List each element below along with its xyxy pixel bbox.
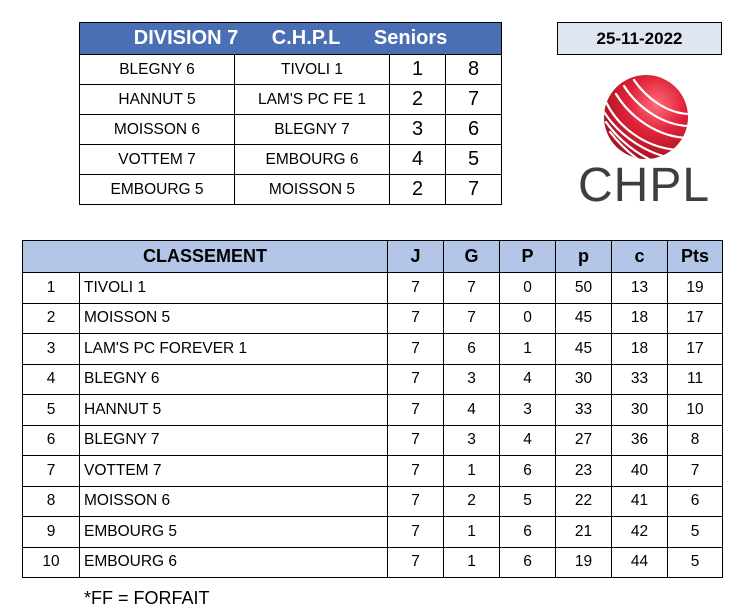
- won: 1: [444, 456, 500, 487]
- col-header-pf: p: [556, 241, 612, 273]
- away-team: LAM'S PC FE 1: [235, 85, 390, 115]
- team-name: BLEGNY 6: [80, 364, 388, 395]
- team-name: VOTTEM 7: [80, 456, 388, 487]
- points-against: 30: [612, 395, 668, 426]
- won: 1: [444, 547, 500, 578]
- team-name: MOISSON 6: [80, 486, 388, 517]
- standings-table: [22, 240, 723, 578]
- away-score: 7: [446, 175, 502, 205]
- rank: 3: [23, 334, 80, 365]
- col-header-pts: Pts: [668, 241, 723, 273]
- table-row: [23, 303, 723, 334]
- table-row: [23, 334, 723, 365]
- played: 7: [388, 303, 444, 334]
- played: 7: [388, 395, 444, 426]
- played: 7: [388, 425, 444, 456]
- date-box: 25-11-2022: [557, 22, 722, 55]
- lost: 6: [500, 456, 556, 487]
- team-name: HANNUT 5: [80, 395, 388, 426]
- lost: 4: [500, 364, 556, 395]
- points-against: 13: [612, 273, 668, 304]
- won: 3: [444, 425, 500, 456]
- away-score: 6: [446, 115, 502, 145]
- rank: 5: [23, 395, 80, 426]
- rank: 4: [23, 364, 80, 395]
- col-header-j: J: [388, 241, 444, 273]
- rank: 10: [23, 547, 80, 578]
- won: 2: [444, 486, 500, 517]
- match-row: [80, 175, 502, 205]
- match-row: [80, 145, 502, 175]
- away-team: EMBOURG 6: [235, 145, 390, 175]
- away-score: 5: [446, 145, 502, 175]
- logo-text: CHPL: [578, 159, 711, 212]
- col-header-c: c: [612, 241, 668, 273]
- footnote: *FF = FORFAIT: [84, 588, 210, 608]
- league-label: C.H.P.L: [271, 27, 341, 49]
- points-for: 50: [556, 273, 612, 304]
- away-team: TIVOLI 1: [235, 55, 390, 85]
- home-team: HANNUT 5: [80, 85, 235, 115]
- lost: 6: [500, 547, 556, 578]
- points-against: 36: [612, 425, 668, 456]
- home-team: MOISSON 6: [80, 115, 235, 145]
- match-row: [80, 115, 502, 145]
- points-for: 27: [556, 425, 612, 456]
- won: 3: [444, 364, 500, 395]
- played: 7: [388, 456, 444, 487]
- col-header-p: P: [500, 241, 556, 273]
- won: 4: [444, 395, 500, 426]
- total-points: 8: [668, 425, 723, 456]
- points-against: 33: [612, 364, 668, 395]
- away-team: BLEGNY 7: [235, 115, 390, 145]
- points-against: 18: [612, 334, 668, 365]
- lost: 3: [500, 395, 556, 426]
- played: 7: [388, 334, 444, 365]
- results-title: [80, 23, 502, 55]
- total-points: 17: [668, 303, 723, 334]
- team-name: EMBOURG 6: [80, 547, 388, 578]
- lost: 4: [500, 425, 556, 456]
- col-header-g: G: [444, 241, 500, 273]
- team-name: BLEGNY 7: [80, 425, 388, 456]
- team-name: TIVOLI 1: [80, 273, 388, 304]
- category-label: Seniors: [373, 27, 448, 49]
- table-row: [23, 273, 723, 304]
- played: 7: [388, 273, 444, 304]
- lost: 6: [500, 517, 556, 548]
- away-team: MOISSON 5: [235, 175, 390, 205]
- total-points: 17: [668, 334, 723, 365]
- played: 7: [388, 547, 444, 578]
- match-results-table: [79, 22, 502, 205]
- home-score: 1: [390, 55, 446, 85]
- rank: 7: [23, 456, 80, 487]
- points-against: 41: [612, 486, 668, 517]
- home-score: 3: [390, 115, 446, 145]
- lost: 0: [500, 273, 556, 304]
- won: 7: [444, 303, 500, 334]
- division-label: DIVISION 7: [133, 27, 239, 49]
- points-for: 23: [556, 456, 612, 487]
- rank: 9: [23, 517, 80, 548]
- team-name: MOISSON 5: [80, 303, 388, 334]
- total-points: 6: [668, 486, 723, 517]
- points-for: 33: [556, 395, 612, 426]
- won: 6: [444, 334, 500, 365]
- team-name: LAM'S PC FOREVER 1: [80, 334, 388, 365]
- lost: 0: [500, 303, 556, 334]
- table-row: [23, 395, 723, 426]
- rank: 2: [23, 303, 80, 334]
- points-against: 18: [612, 303, 668, 334]
- away-score: 8: [446, 55, 502, 85]
- points-for: 21: [556, 517, 612, 548]
- total-points: 19: [668, 273, 723, 304]
- total-points: 7: [668, 456, 723, 487]
- table-row: [23, 547, 723, 578]
- home-score: 2: [390, 85, 446, 115]
- lost: 5: [500, 486, 556, 517]
- total-points: 5: [668, 517, 723, 548]
- played: 7: [388, 486, 444, 517]
- points-against: 44: [612, 547, 668, 578]
- results-header-row: [80, 23, 502, 55]
- total-points: 10: [668, 395, 723, 426]
- team-name: EMBOURG 5: [80, 517, 388, 548]
- rank: 6: [23, 425, 80, 456]
- points-against: 42: [612, 517, 668, 548]
- standings-title: CLASSEMENT: [23, 241, 388, 273]
- away-score: 7: [446, 85, 502, 115]
- home-team: EMBOURG 5: [80, 175, 235, 205]
- total-points: 5: [668, 547, 723, 578]
- home-team: BLEGNY 6: [80, 55, 235, 85]
- rank: 8: [23, 486, 80, 517]
- rank: 1: [23, 273, 80, 304]
- table-row: [23, 517, 723, 548]
- match-row: [80, 85, 502, 115]
- won: 1: [444, 517, 500, 548]
- table-row: [23, 456, 723, 487]
- home-score: 4: [390, 145, 446, 175]
- standings-header-row: [23, 241, 723, 273]
- points-for: 45: [556, 303, 612, 334]
- match-row: [80, 55, 502, 85]
- points-for: 30: [556, 364, 612, 395]
- lost: 1: [500, 334, 556, 365]
- points-against: 40: [612, 456, 668, 487]
- played: 7: [388, 364, 444, 395]
- points-for: 19: [556, 547, 612, 578]
- home-team: VOTTEM 7: [80, 145, 235, 175]
- table-row: [23, 364, 723, 395]
- points-for: 22: [556, 486, 612, 517]
- won: 7: [444, 273, 500, 304]
- points-for: 45: [556, 334, 612, 365]
- home-score: 2: [390, 175, 446, 205]
- total-points: 11: [668, 364, 723, 395]
- table-row: [23, 425, 723, 456]
- table-row: [23, 486, 723, 517]
- played: 7: [388, 517, 444, 548]
